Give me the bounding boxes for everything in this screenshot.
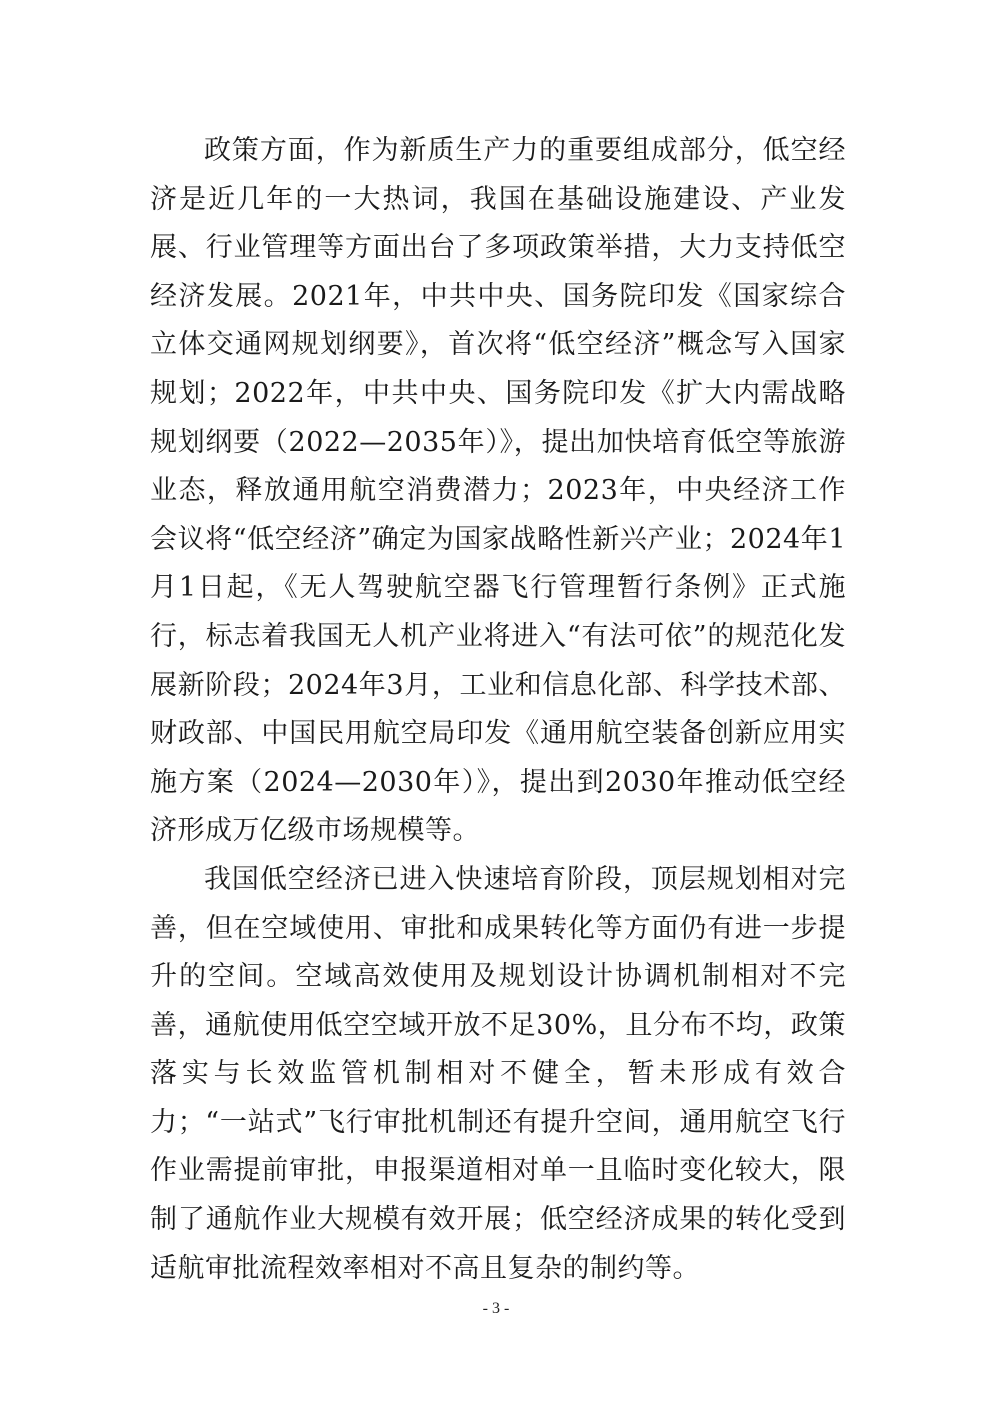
page-number: - 3 - — [482, 1300, 510, 1317]
paragraph-challenges: 我国低空经济已进入快速培育阶段，顶层规划相对完善，但在空域使用、审批和成果转化等方面仍有进一步提升的空间。空域高效使用及规划设计协调机制相对不完善，通航使用低空空域开放不足30%，且分布不均，政策落实与长效监管机制相对不健全，暂未形成有效合力；“一站式”飞行审批机制还有提升空间，通用航空飞行作业需提前审批，申报渠道相对单一且临时变化较大，限制了通航作业大规模有效开展；低空经济成果的转化受到适航审批流程效率相对不高且复杂的制约等。 — [150, 863, 846, 1284]
paragraph-policy: 政策方面，作为新质生产力的重要组成部分，低空经济是近几年的一大热词，我国在基础设施建设、产业发展、行业管理等方面出台了多项政策举措，大力支持低空经济发展。2021年，中共中央、国务院印发《国家综合立体交通网规划纲要》，首次将“低空经济”概念写入国家规划；2022年，中共中央、国务院印发《扩大内需战略规划纲要（2022—2035年）》，提出加快培育低空等旅游业态，释放通用航空消费潜力；2023年，中央经济工作会议将“低空经济”确定为国家战略性新兴产业；2024年1月1日起，《无人驾驶航空器飞行管理暂行条例》正式施行，标志着我国无人机产业将进入“有法可依”的规范化发展新阶段；2024年3月，工业和信息化部、科学技术部、财政部、中国民用航空局印发《通用航空装备创新应用实施方案（2024—2030年）》，提出到2030年推动低空经济形成万亿级市场规模等。 — [150, 135, 846, 847]
document-body — [150, 127, 846, 1293]
